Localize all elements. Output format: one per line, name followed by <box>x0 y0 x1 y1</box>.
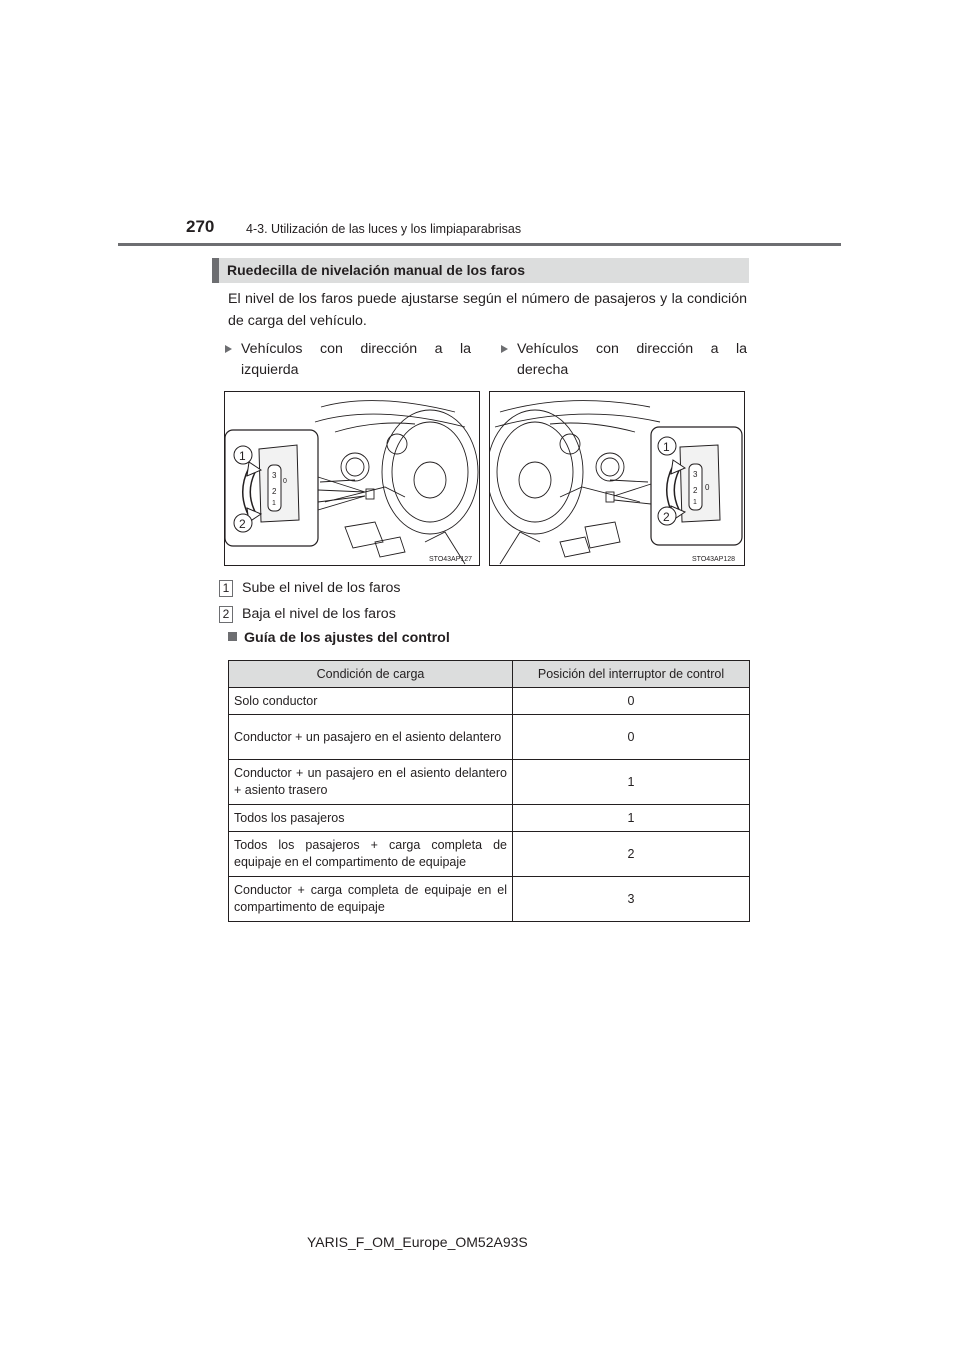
section-title: Ruedecilla de nivelación manual de los faros <box>227 262 525 278</box>
legend-number: 2 <box>219 606 233 623</box>
settings-guide-table <box>228 660 750 922</box>
legend-text: Sube el nivel de los faros <box>242 580 401 596</box>
variant-left-label: Vehículos con dirección a la izquierda <box>241 341 471 378</box>
dial-mark-2: 2 <box>272 487 277 496</box>
section-accent <box>212 258 219 283</box>
chapter-title: 4-3. Utilización de las luces y los limpiaparabrisas <box>246 222 522 236</box>
intro-paragraph: El nivel de los faros puede ajustarse según el número de pasajeros y la condición de carga del vehículo. <box>228 291 747 329</box>
condition-cell: Todos los pasajeros <box>229 805 513 832</box>
dial-mark-1: 1 <box>693 499 697 506</box>
legend-number: 1 <box>219 580 233 597</box>
dial-mark-1: 1 <box>272 500 276 507</box>
variant-right-hand-drive <box>499 339 747 381</box>
table-row <box>229 688 750 715</box>
condition-cell: Solo conductor <box>229 688 513 715</box>
condition-cell: Conductor + un pasajero en el asiento delantero <box>229 715 513 760</box>
position-cell: 0 <box>513 715 750 760</box>
column-header-condition: Condición de carga <box>229 661 513 688</box>
header-divider <box>118 243 841 246</box>
dial-mark-3: 3 <box>272 471 277 480</box>
table-row <box>229 715 750 760</box>
variant-right-label: Vehículos con dirección a la derecha <box>517 341 747 378</box>
dial-mark-0: 0 <box>283 478 287 485</box>
table-header-row <box>229 661 750 688</box>
svg-text:2: 2 <box>663 510 670 524</box>
triangle-bullet-icon <box>501 345 508 353</box>
variant-left-hand-drive <box>223 339 471 381</box>
square-bullet-icon <box>228 632 237 641</box>
column-header-position: Posición del interruptor de control <box>513 661 750 688</box>
page-number: 270 <box>186 217 215 236</box>
figure-code-right: STO43AP128 <box>692 556 736 563</box>
dial-mark-0: 0 <box>705 483 710 492</box>
section-heading-bar <box>212 258 749 283</box>
condition-cell: Todos los pasajeros + carga completa de equipaje en el compartimento de equipaje <box>229 832 513 877</box>
svg-text:2: 2 <box>239 517 246 531</box>
document-footer-code: YARIS_F_OM_Europe_OM52A93S <box>307 1234 528 1250</box>
position-cell: 1 <box>513 805 750 832</box>
position-cell: 2 <box>513 832 750 877</box>
dashboard-illustration-right <box>490 392 744 565</box>
table-row <box>229 805 750 832</box>
figure-right-hand-drive <box>489 391 745 566</box>
table-row <box>229 832 750 877</box>
condition-cell: Conductor + carga completa de equipaje en el compartimento de equipaje <box>229 877 513 922</box>
dashboard-illustration-left <box>225 392 479 565</box>
triangle-bullet-icon <box>225 345 232 353</box>
svg-text:1: 1 <box>663 440 670 454</box>
guide-title: Guía de los ajustes del control <box>244 630 450 646</box>
legend-text: Baja el nivel de los faros <box>242 606 396 622</box>
position-cell: 0 <box>513 688 750 715</box>
figure-code-left: STO43AP127 <box>429 556 473 563</box>
guide-subheading <box>228 630 450 646</box>
table-row <box>229 760 750 805</box>
position-cell: 1 <box>513 760 750 805</box>
position-cell: 3 <box>513 877 750 922</box>
table-row <box>229 877 750 922</box>
dial-mark-2: 2 <box>693 486 698 495</box>
dial-mark-3: 3 <box>693 470 698 479</box>
condition-cell: Conductor + un pasajero en el asiento delantero + asiento trasero <box>229 760 513 805</box>
figure-left-hand-drive <box>224 391 480 566</box>
svg-text:1: 1 <box>239 449 246 463</box>
